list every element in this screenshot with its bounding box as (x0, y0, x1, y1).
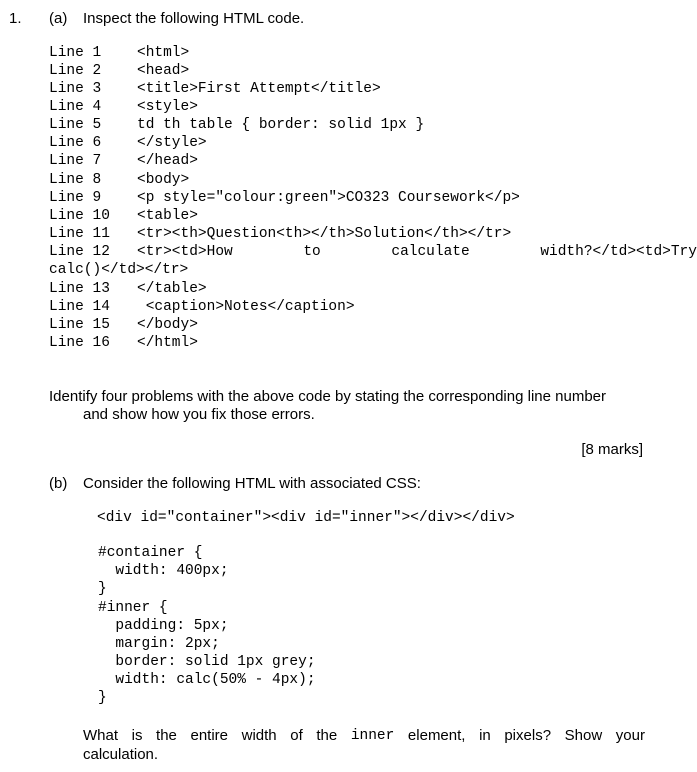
code-text: <html> (137, 45, 190, 61)
question-word: of (290, 727, 303, 744)
question-word: is (131, 727, 143, 744)
line-number: Line 7 (49, 153, 102, 169)
line-number: Line 11 (49, 226, 110, 242)
code-word: to (303, 244, 321, 260)
part-b-question-line-2: calculation. (83, 746, 159, 763)
code-text: </table> (137, 281, 207, 297)
code-text: calc()</td></tr> (49, 262, 189, 278)
line-number: Line 3 (49, 81, 102, 97)
css-line: width: 400px; (98, 563, 229, 579)
code-text: <table> (137, 208, 198, 224)
part-a-instruction-line-1: Identify four problems with the above code by stating the corresponding line number (49, 388, 606, 405)
code-word: width?</td><td>Try (540, 244, 697, 260)
line-number: Line 6 (49, 135, 102, 151)
line-number: Line 10 (49, 208, 110, 224)
css-line: padding: 5px; (98, 618, 229, 634)
question-word: element, (407, 727, 466, 744)
code-text (137, 243, 697, 261)
css-line: margin: 2px; (98, 636, 220, 652)
code-text: <style> (137, 99, 198, 115)
code-text: </head> (137, 153, 198, 169)
css-line: border: solid 1px grey; (98, 654, 316, 670)
css-line: #container { (98, 545, 203, 561)
code-word: <tr><td>How (137, 244, 233, 260)
code-text: </body> (137, 317, 198, 333)
line-number: Line 16 (49, 335, 110, 351)
code-text: </html> (137, 335, 198, 351)
css-line: } (98, 690, 107, 706)
question-word: the (316, 727, 338, 744)
question-word: your (615, 727, 645, 744)
line-number: Line 1 (49, 45, 102, 61)
question-word: width (241, 727, 277, 744)
code-text: </style> (137, 135, 207, 151)
code-text: <title>First Attempt</title> (137, 81, 381, 97)
question-word: Show (564, 727, 603, 744)
question-code-word: inner (350, 728, 395, 744)
code-text: <body> (137, 172, 190, 188)
code-text: td th table { border: solid 1px } (137, 117, 425, 133)
marks-label: [8 marks] (581, 441, 643, 458)
part-a-instruction-line-2: and show how you fix those errors. (83, 406, 315, 423)
part-b-question-line-1 (83, 727, 645, 745)
line-number: Line 9 (49, 190, 102, 206)
line-number: Line 5 (49, 117, 102, 133)
line-number: Line 2 (49, 63, 102, 79)
code-text: <p style="colour:green">CO323 Coursework</p> (137, 190, 520, 206)
line-number: Line 14 (49, 299, 110, 315)
line-number: Line 8 (49, 172, 102, 188)
part-a-label: (a) (49, 10, 68, 27)
code-text: <head> (137, 63, 190, 79)
css-line: } (98, 581, 107, 597)
question-word: the (156, 727, 177, 744)
code-text: <caption>Notes</caption> (137, 299, 355, 315)
question-word: pixels? (504, 727, 552, 744)
code-text: <tr><th>Question<th></th>Solution</th></tr> (137, 226, 512, 242)
code-word: calculate (391, 244, 470, 260)
part-a-heading: Inspect the following HTML code. (83, 10, 305, 27)
part-b-heading: Consider the following HTML with associated CSS: (83, 475, 421, 492)
line-number: Line 12 (49, 244, 110, 260)
question-word: What (83, 727, 119, 744)
question-number: 1. (9, 10, 22, 27)
line-number: Line 13 (49, 281, 110, 297)
part-b-label: (b) (49, 475, 68, 492)
css-line: width: calc(50% - 4px); (98, 672, 316, 688)
question-word: in (479, 727, 491, 744)
html-snippet: <div id="container"><div id="inner"></div></div> (97, 510, 515, 526)
css-line: #inner { (98, 600, 168, 616)
line-number: Line 15 (49, 317, 110, 333)
question-word: entire (190, 727, 229, 744)
line-number: Line 4 (49, 99, 102, 115)
